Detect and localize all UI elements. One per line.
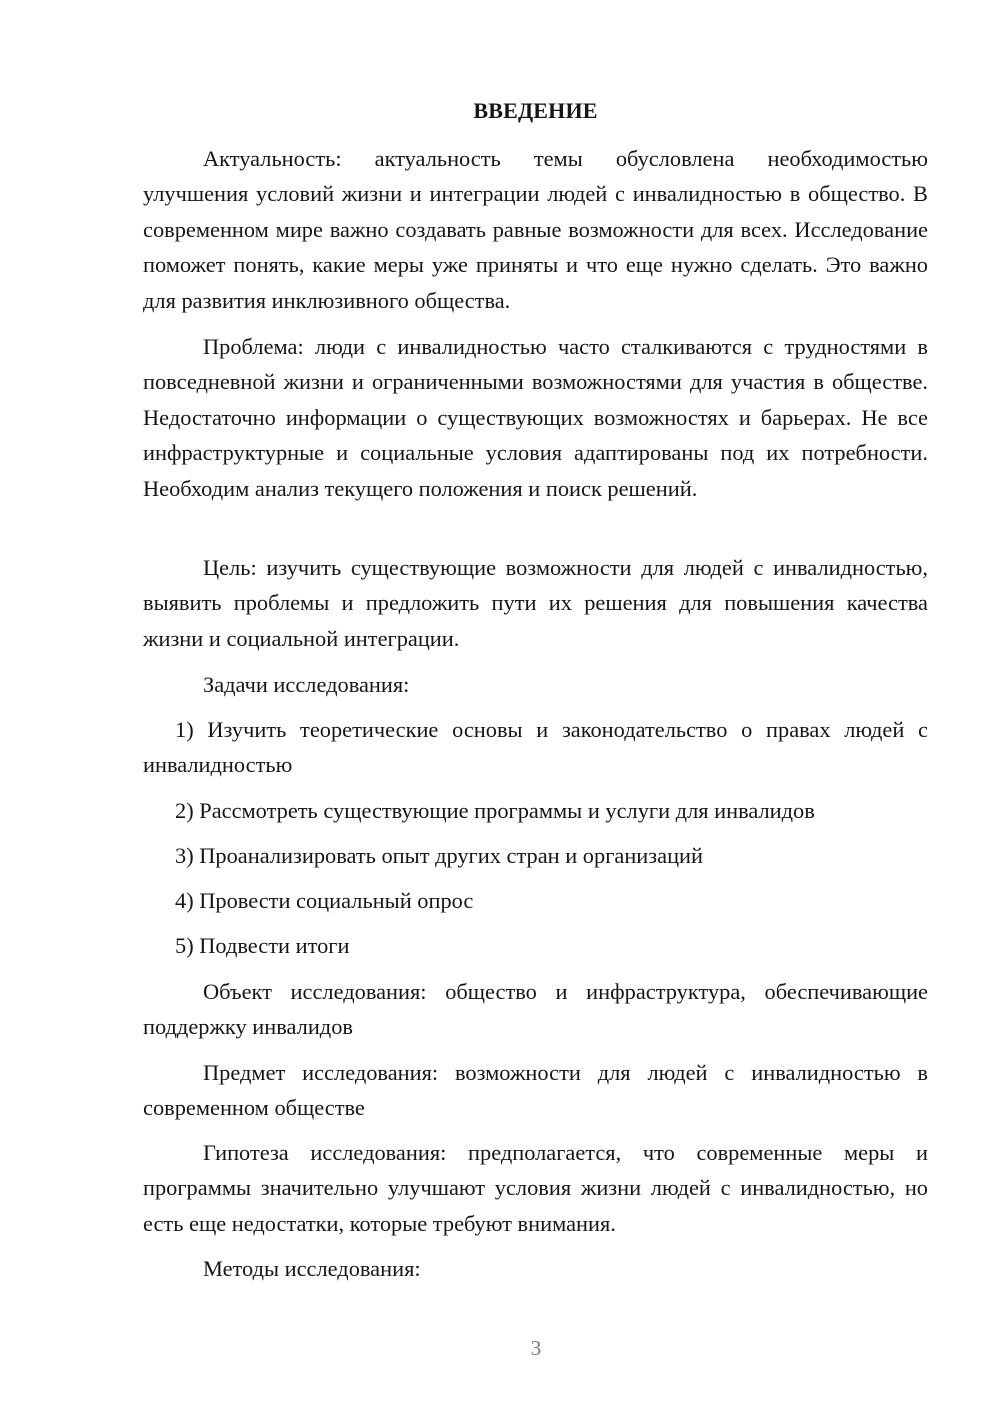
section-title: ВВЕДЕНИЕ — [473, 98, 598, 123]
task-item-3: 3) Проанализировать опыт других стран и организаций — [175, 843, 704, 868]
object-paragraph: Объект исследования: общество и инфраструктура, обеспечивающие поддержку инвалидов — [143, 979, 928, 1040]
task-item-2: 2) Рассмотреть существующие программы и услуги для инвалидов — [175, 798, 815, 823]
problem-paragraph: Проблема: люди с инвалидностью часто сталкиваются с трудностями в повседневной жизни и ограниченными возможностями для участия в обществе. Недостаточно информации о существующих возможностях и барьерах. Не все инфраструктурные и социальные условия адаптированы под их потребности. Необходим анализ текущего положения и поиск решений. — [143, 334, 928, 501]
page-number: 3 — [530, 1336, 542, 1360]
methods-heading: Методы исследования: — [203, 1256, 421, 1281]
relevance-paragraph: Актуальность: актуальность темы обусловлена необходимостью улучшения условий жизни и интеграции людей с инвалидностью в общество. В современном мире важно создавать равные возможности для всех. Исследование поможет понять, какие меры уже приняты и что еще нужно сделать. Это важно для развития инклюзивного общества. — [143, 146, 928, 313]
goal-paragraph: Цель: изучить существующие возможности для людей с инвалидностью, выявить проблемы и предложить пути их решения для повышения качества жизни и социальной интеграции. — [143, 555, 928, 651]
task-item-1: 1) Изучить теоретические основы и законодательство о правах людей с инвалидностью — [143, 717, 928, 778]
task-item-4: 4) Провести социальный опрос — [175, 888, 474, 913]
tasks-heading: Задачи исследования: — [203, 672, 410, 697]
hypothesis-paragraph: Гипотеза исследования: предполагается, что современные меры и программы значительно улучшают условия жизни людей с инвалидностью, но есть еще недостатки, которые требуют внимания. — [143, 1140, 928, 1236]
task-item-5: 5) Подвести итоги — [175, 933, 350, 958]
subject-paragraph: Предмет исследования: возможности для людей с инвалидностью в современном обществе — [143, 1060, 928, 1121]
